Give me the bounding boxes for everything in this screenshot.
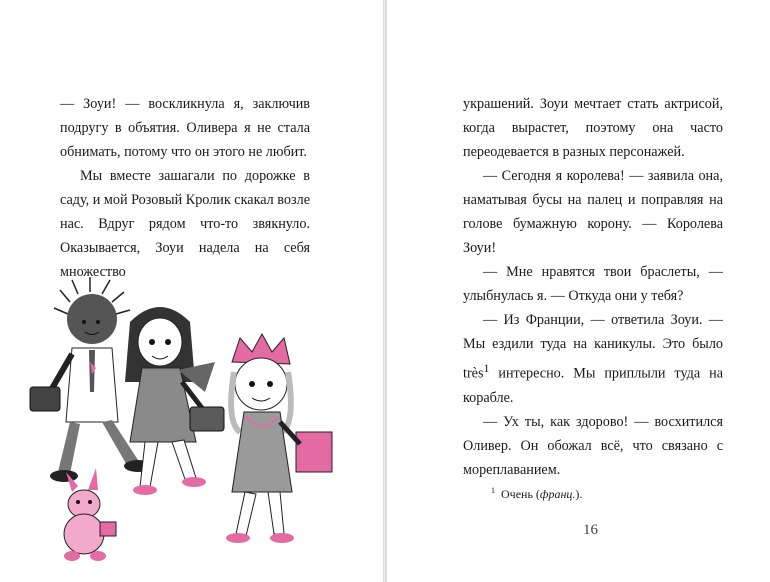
left-page	[0, 0, 384, 582]
right-page-text	[463, 92, 723, 482]
footnote-marker: 1	[483, 361, 490, 375]
french-word: très	[463, 365, 484, 382]
paragraph: — Ух ты, как здорово! — восхитился Оливер. Он обожал всё, что связано с мореплаванием.	[463, 413, 723, 478]
footnote-text-italic: франц.	[539, 487, 576, 501]
zoe-figure	[226, 334, 332, 543]
footnote-text-post: ).	[575, 487, 583, 501]
paragraph: — Зоуи! — воскликнула я, заключив подругу в объятия. Оливера я не стала обнимать, потому что он этого не любит.	[60, 96, 310, 160]
left-page-text	[60, 92, 310, 284]
paragraph: — Мне нравятся твои браслеты, — улыбнулась я. — Откуда они у тебя?	[463, 264, 723, 304]
footnote-text-pre: Очень (	[501, 487, 540, 501]
illustration-children-walking	[0, 272, 383, 582]
paragraph-with-footnote	[463, 308, 723, 410]
pink-rabbit-figure	[64, 468, 116, 561]
paragraph: — Сегодня я королева! — заявила она, наматывая бусы на палец и поправляя на голове бумажную корону. — Королева Зоуи!	[463, 168, 723, 256]
paragraph-part: интересно. Мы приплыли туда на корабле.	[463, 365, 723, 406]
right-page	[386, 0, 770, 582]
paragraph: Мы вместе зашагали по дорожке в саду, и мой Розовый Кролик скакал возле нас. Вдруг рядом что-то звякнуло. Оказывается, Зоуи надела на себя множество	[60, 168, 310, 280]
footnote-number: 1	[491, 486, 495, 495]
page-number: 16	[583, 522, 598, 538]
paragraph: украшений. Зоуи мечтает стать актрисой, когда вырастет, поэтому она часто переодевается в разных персонажей.	[463, 96, 723, 160]
paragraph-part: — Из Франции, — ответила Зоуи. — Мы ездили туда на каникулы. Это было	[463, 312, 723, 352]
footnote	[491, 486, 582, 502]
